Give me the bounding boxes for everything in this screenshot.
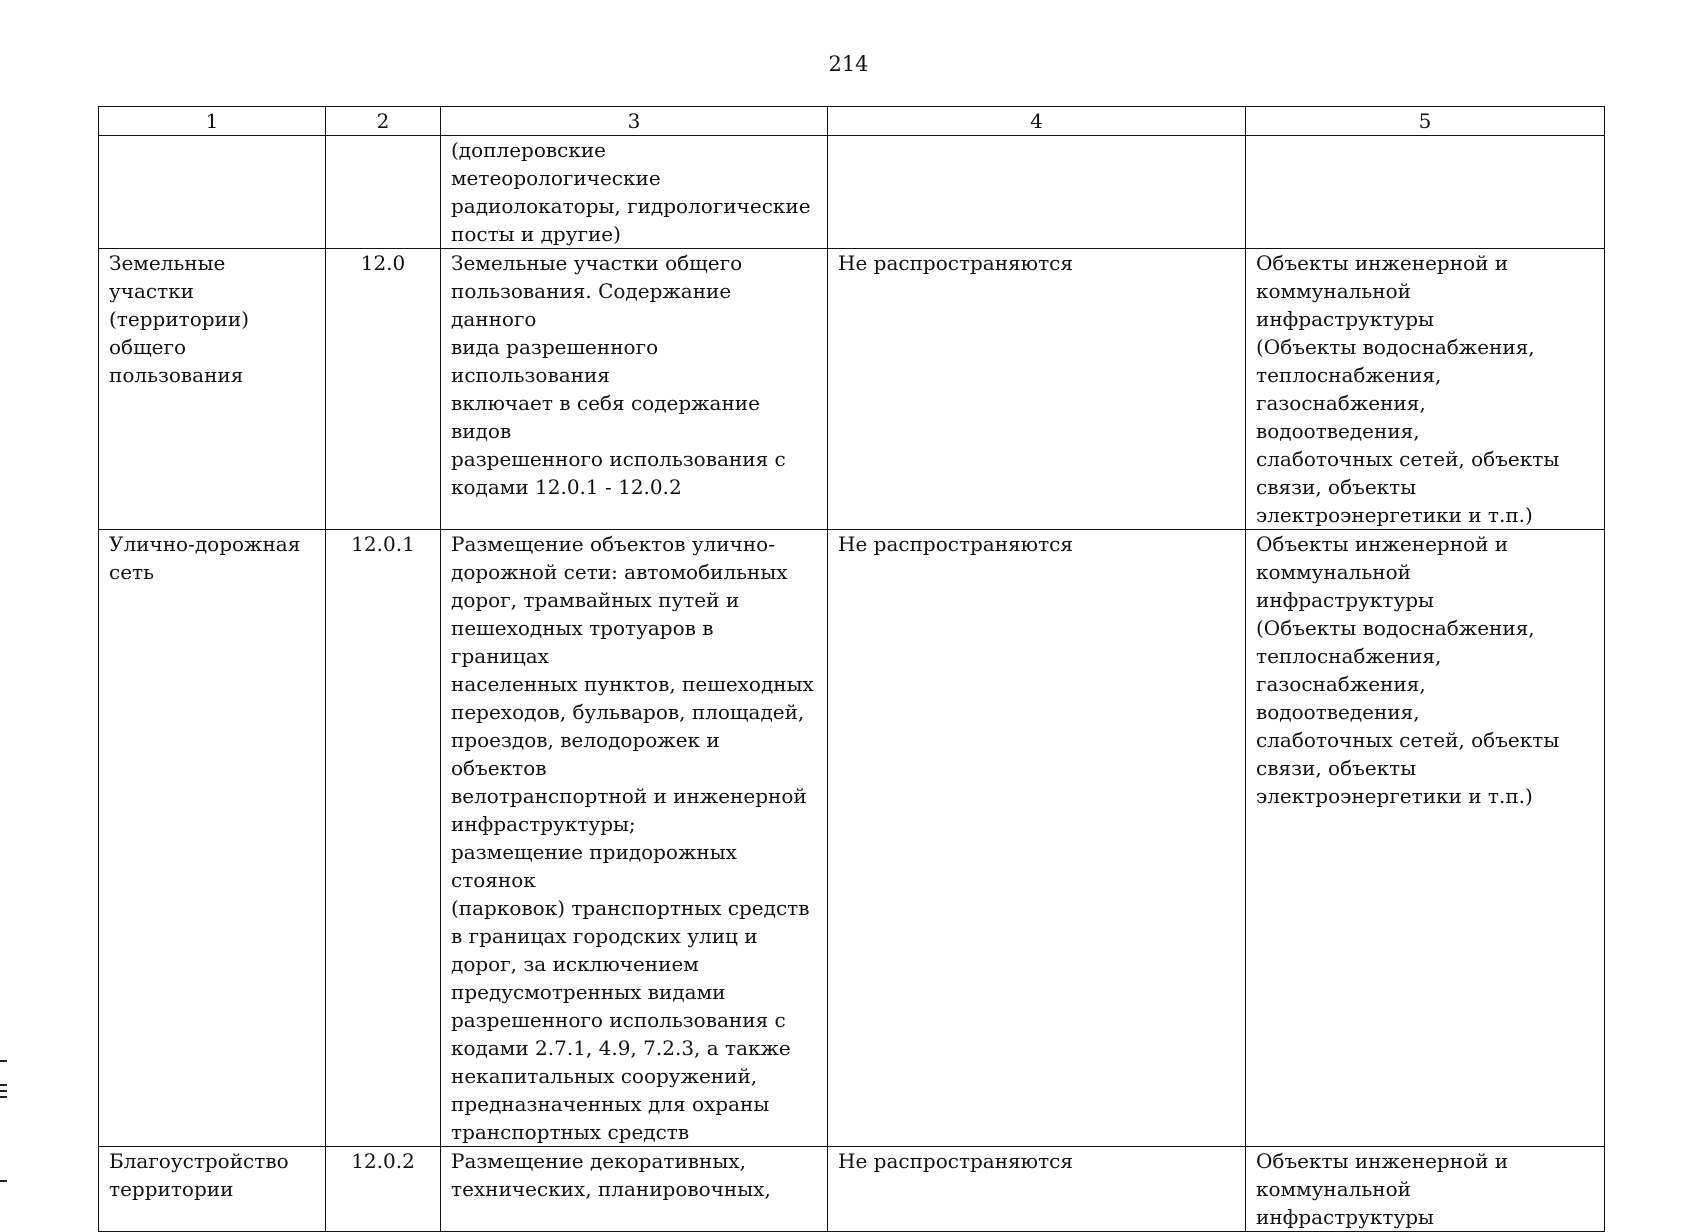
cell-description [441, 530, 828, 1147]
cell-auxiliary [1246, 1147, 1605, 1232]
land-use-table [98, 106, 1605, 1232]
cell-limits [828, 1147, 1246, 1232]
column-header-3: 3 [441, 107, 828, 136]
page-number: 214 [828, 52, 869, 76]
land-use-limits: Не распространяются [838, 251, 1073, 275]
cell-name [99, 136, 326, 249]
column-header-1: 1 [99, 107, 326, 136]
table-row-continuation [99, 136, 1605, 249]
land-use-description: Размещение объектов улично- дорожной сети: автомобильных дорог, трамвайных путей и пешеходных тротуаров в границах населенных пунктов, пешеходных переходов, бульваров, площадей, проездов, велодорожек и объектов велотранспортной и инженерной инфраструктуры; размещение придорожных стоянок (парковок) транспортных средств в границах городских улиц и дорог, за исключением предусмотренных видами разрешенного использования с кодами 2.7.1, 4.9, 7.2.3, а также некапитальных сооружений, предназначенных для охраны транспортных средств [451, 532, 814, 1144]
cell-limits [828, 530, 1246, 1147]
land-use-auxiliary: Объекты инженерной и коммунальной инфраструктуры (Объекты водоснабжения, теплоснабжения, газоснабжения, водоотведения, слаботочных сетей, объекты связи, объекты электроэнергетики и т.п.) [1256, 532, 1560, 808]
cell-auxiliary [1246, 136, 1605, 249]
cell-description [441, 249, 828, 530]
cell-limits [828, 249, 1246, 530]
land-use-code: 12.0.1 [351, 532, 415, 556]
cell-name [99, 530, 326, 1147]
scan-margin-mark [0, 1180, 7, 1182]
scan-margin-mark [0, 1096, 7, 1098]
land-use-description: Размещение декоративных, технических, планировочных, [451, 1149, 771, 1201]
continuation-description-text: (доплеровские метеорологические радиолокаторы, гидрологические посты и другие) [451, 138, 811, 246]
scan-margin-mark [0, 1060, 7, 1062]
land-use-limits: Не распространяются [838, 532, 1073, 556]
land-use-code: 12.0.2 [351, 1149, 415, 1173]
cell-name [99, 1147, 326, 1232]
table-row [99, 1147, 1605, 1232]
column-header-2: 2 [326, 107, 441, 136]
table-row [99, 530, 1605, 1147]
scan-margin-mark [0, 1090, 7, 1092]
cell-auxiliary [1246, 249, 1605, 530]
cell-name [99, 249, 326, 530]
land-use-code: 12.0 [360, 251, 406, 275]
column-header-5: 5 [1246, 107, 1605, 136]
cell-code [326, 1147, 441, 1232]
land-use-name: Благоустройство территории [109, 1149, 289, 1201]
cell-code [326, 136, 441, 249]
cell-description [441, 136, 828, 249]
land-use-name: Улично-дорожная сеть [109, 532, 301, 584]
table-row [99, 249, 1605, 530]
cell-description [441, 1147, 828, 1232]
cell-auxiliary [1246, 530, 1605, 1147]
scan-margin-mark [0, 1084, 7, 1086]
table-header-row [99, 107, 1605, 136]
land-use-description: Земельные участки общего пользования. Содержание данного вида разрешенного использования включает в себя содержание видов разрешенного использования с кодами 12.0.1 - 12.0.2 [451, 251, 786, 499]
land-use-name: Земельные участки (территории) общего пользования [109, 251, 250, 387]
column-header-4: 4 [828, 107, 1246, 136]
land-use-limits: Не распространяются [838, 1149, 1073, 1173]
land-use-auxiliary: Объекты инженерной и коммунальной инфраструктуры [1256, 1149, 1509, 1229]
cell-limits [828, 136, 1246, 249]
land-use-auxiliary: Объекты инженерной и коммунальной инфраструктуры (Объекты водоснабжения, теплоснабжения, газоснабжения, водоотведения, слаботочных сетей, объекты связи, объекты электроэнергетики и т.п.) [1256, 251, 1560, 527]
cell-code [326, 249, 441, 530]
cell-code [326, 530, 441, 1147]
